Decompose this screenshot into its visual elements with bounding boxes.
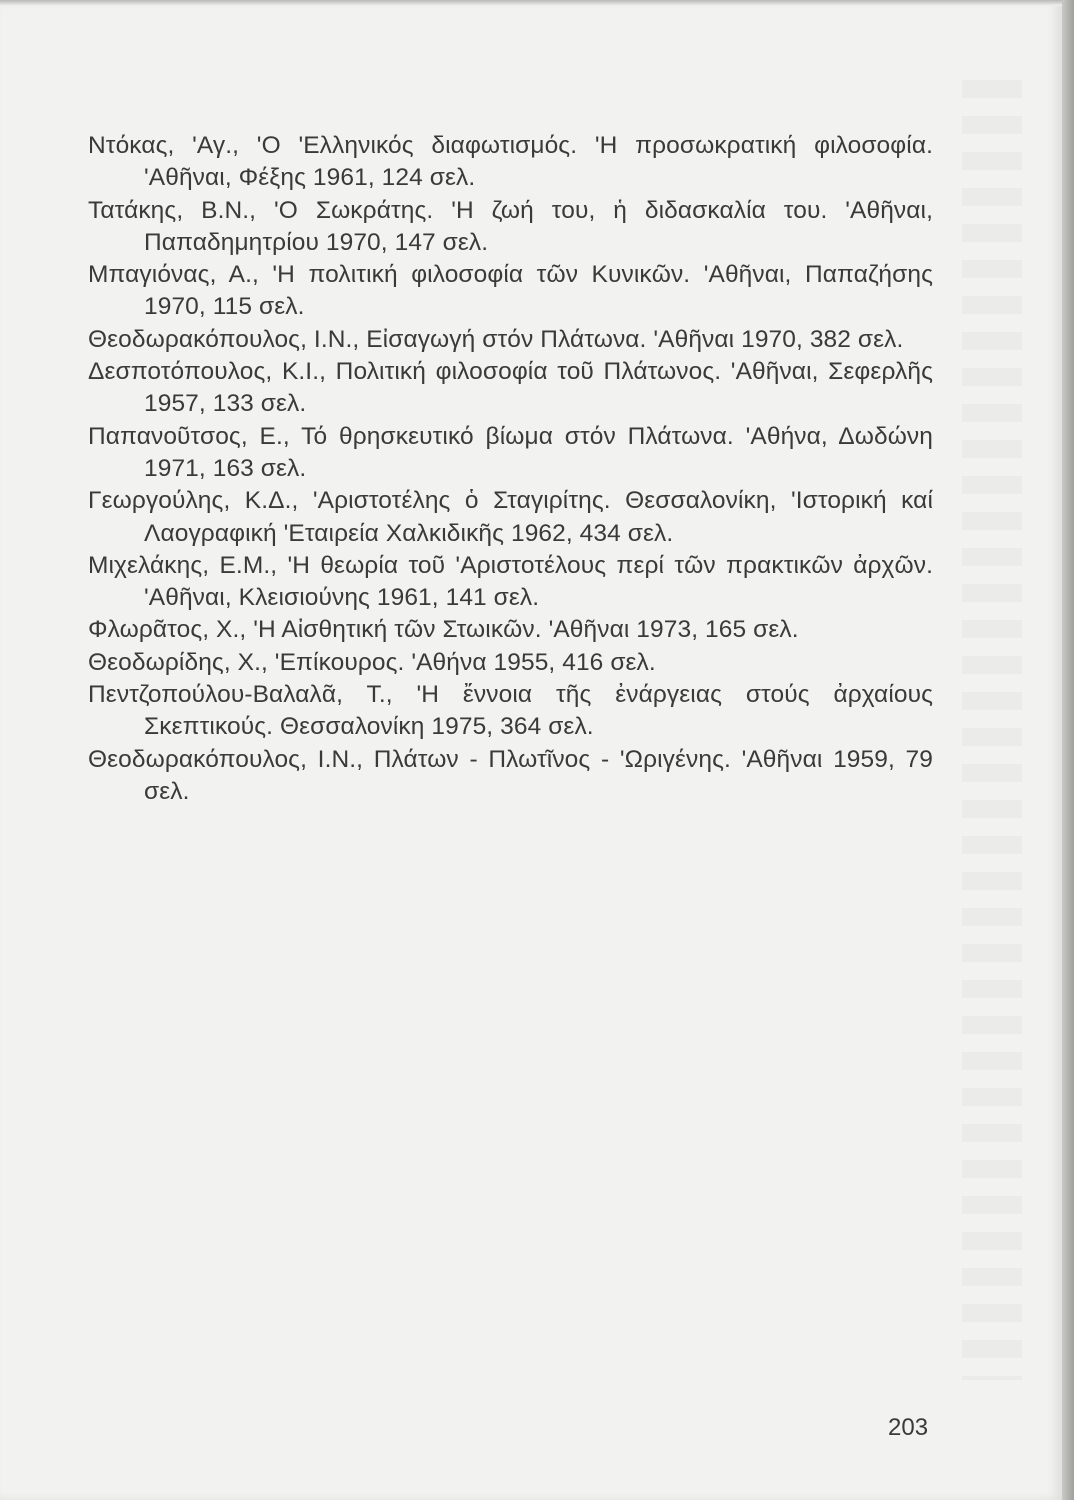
show-through-shadow xyxy=(962,80,1022,1380)
bibliography-entry: Ντόκας, 'Αγ., 'Ο 'Ελληνικός διαφωτισμός. 'Η προσωκρατική φιλοσοφία. 'Αθῆναι, Φέξης 1961, 124 σελ. xyxy=(88,132,933,192)
bibliography-entry: Θεοδωρακόπουλος, Ι.Ν., Πλάτων - Πλωτῖνος - 'Ωριγένης. 'Αθῆναι 1959, 79 σελ. xyxy=(88,745,933,805)
bibliography-entry: Φλωρᾶτος, Χ., 'Η Αἰσθητική τῶν Στωικῶν. 'Αθῆναι 1973, 165 σελ. xyxy=(88,616,799,644)
bibliography-entry: Παπανοῦτσος, Ε., Τό θρησκευτικό βίωμα στόν Πλάτωνα. 'Αθήνα, Δωδώνη 1971, 163 σελ. xyxy=(88,422,933,482)
bibliography-entry: Πεντζοπούλου-Βαλαλᾶ, Τ., 'Η ἔννοια τῆς ἐνάργειας στούς ἀρχαίους Σκεπτικούς. Θεσσαλονίκη 1975, 364 σελ. xyxy=(88,681,933,741)
bibliography-entry: Τατάκης, Β.Ν., 'Ο Σωκράτης. 'Η ζωή του, ἡ διδασκαλία του. 'Αθῆναι, Παπαδημητρίου 1970, 147 σελ. xyxy=(88,196,933,256)
bibliography-entry: Θεοδωρακόπουλος, Ι.Ν., Εἰσαγωγή στόν Πλάτωνα. 'Αθῆναι 1970, 382 σελ. xyxy=(88,325,904,353)
bibliography-entry: Μιχελάκης, Ε.Μ., 'Η θεωρία τοῦ 'Αριστοτέλους περί τῶν πρακτικῶν ἀρχῶν. 'Αθῆναι, Κλεισιούνης 1961, 141 σελ. xyxy=(88,551,933,612)
bibliography-entry: Γεωργούλης, Κ.Δ., 'Αριστοτέλης ὁ Σταγιρίτης. Θεσσαλονίκη, 'Ιστορική καί Λαογραφική 'Εταιρεία Χαλκιδικῆς 1962, 434 σελ. xyxy=(88,487,933,547)
bibliography-list xyxy=(88,130,933,808)
bibliography-entry: Μπαγιόνας, Α., 'Η πολιτική φιλοσοφία τῶν Κυνικῶν. 'Αθῆναι, Παπαζήσης 1970, 115 σελ. xyxy=(88,261,933,321)
page-top-edge xyxy=(0,0,1062,6)
bibliography-entry: Δεσποτόπουλος, Κ.Ι., Πολιτική φιλοσοφία τοῦ Πλάτωνος. 'Αθῆναι, Σεφερλῆς 1957, 133 σελ. xyxy=(88,358,933,418)
page-right-edge xyxy=(1062,0,1074,1500)
page-number: 203 xyxy=(888,1414,929,1441)
bibliography-entry: Θεοδωρίδης, Χ., 'Επίκουρος. 'Αθήνα 1955, 416 σελ. xyxy=(88,648,656,676)
